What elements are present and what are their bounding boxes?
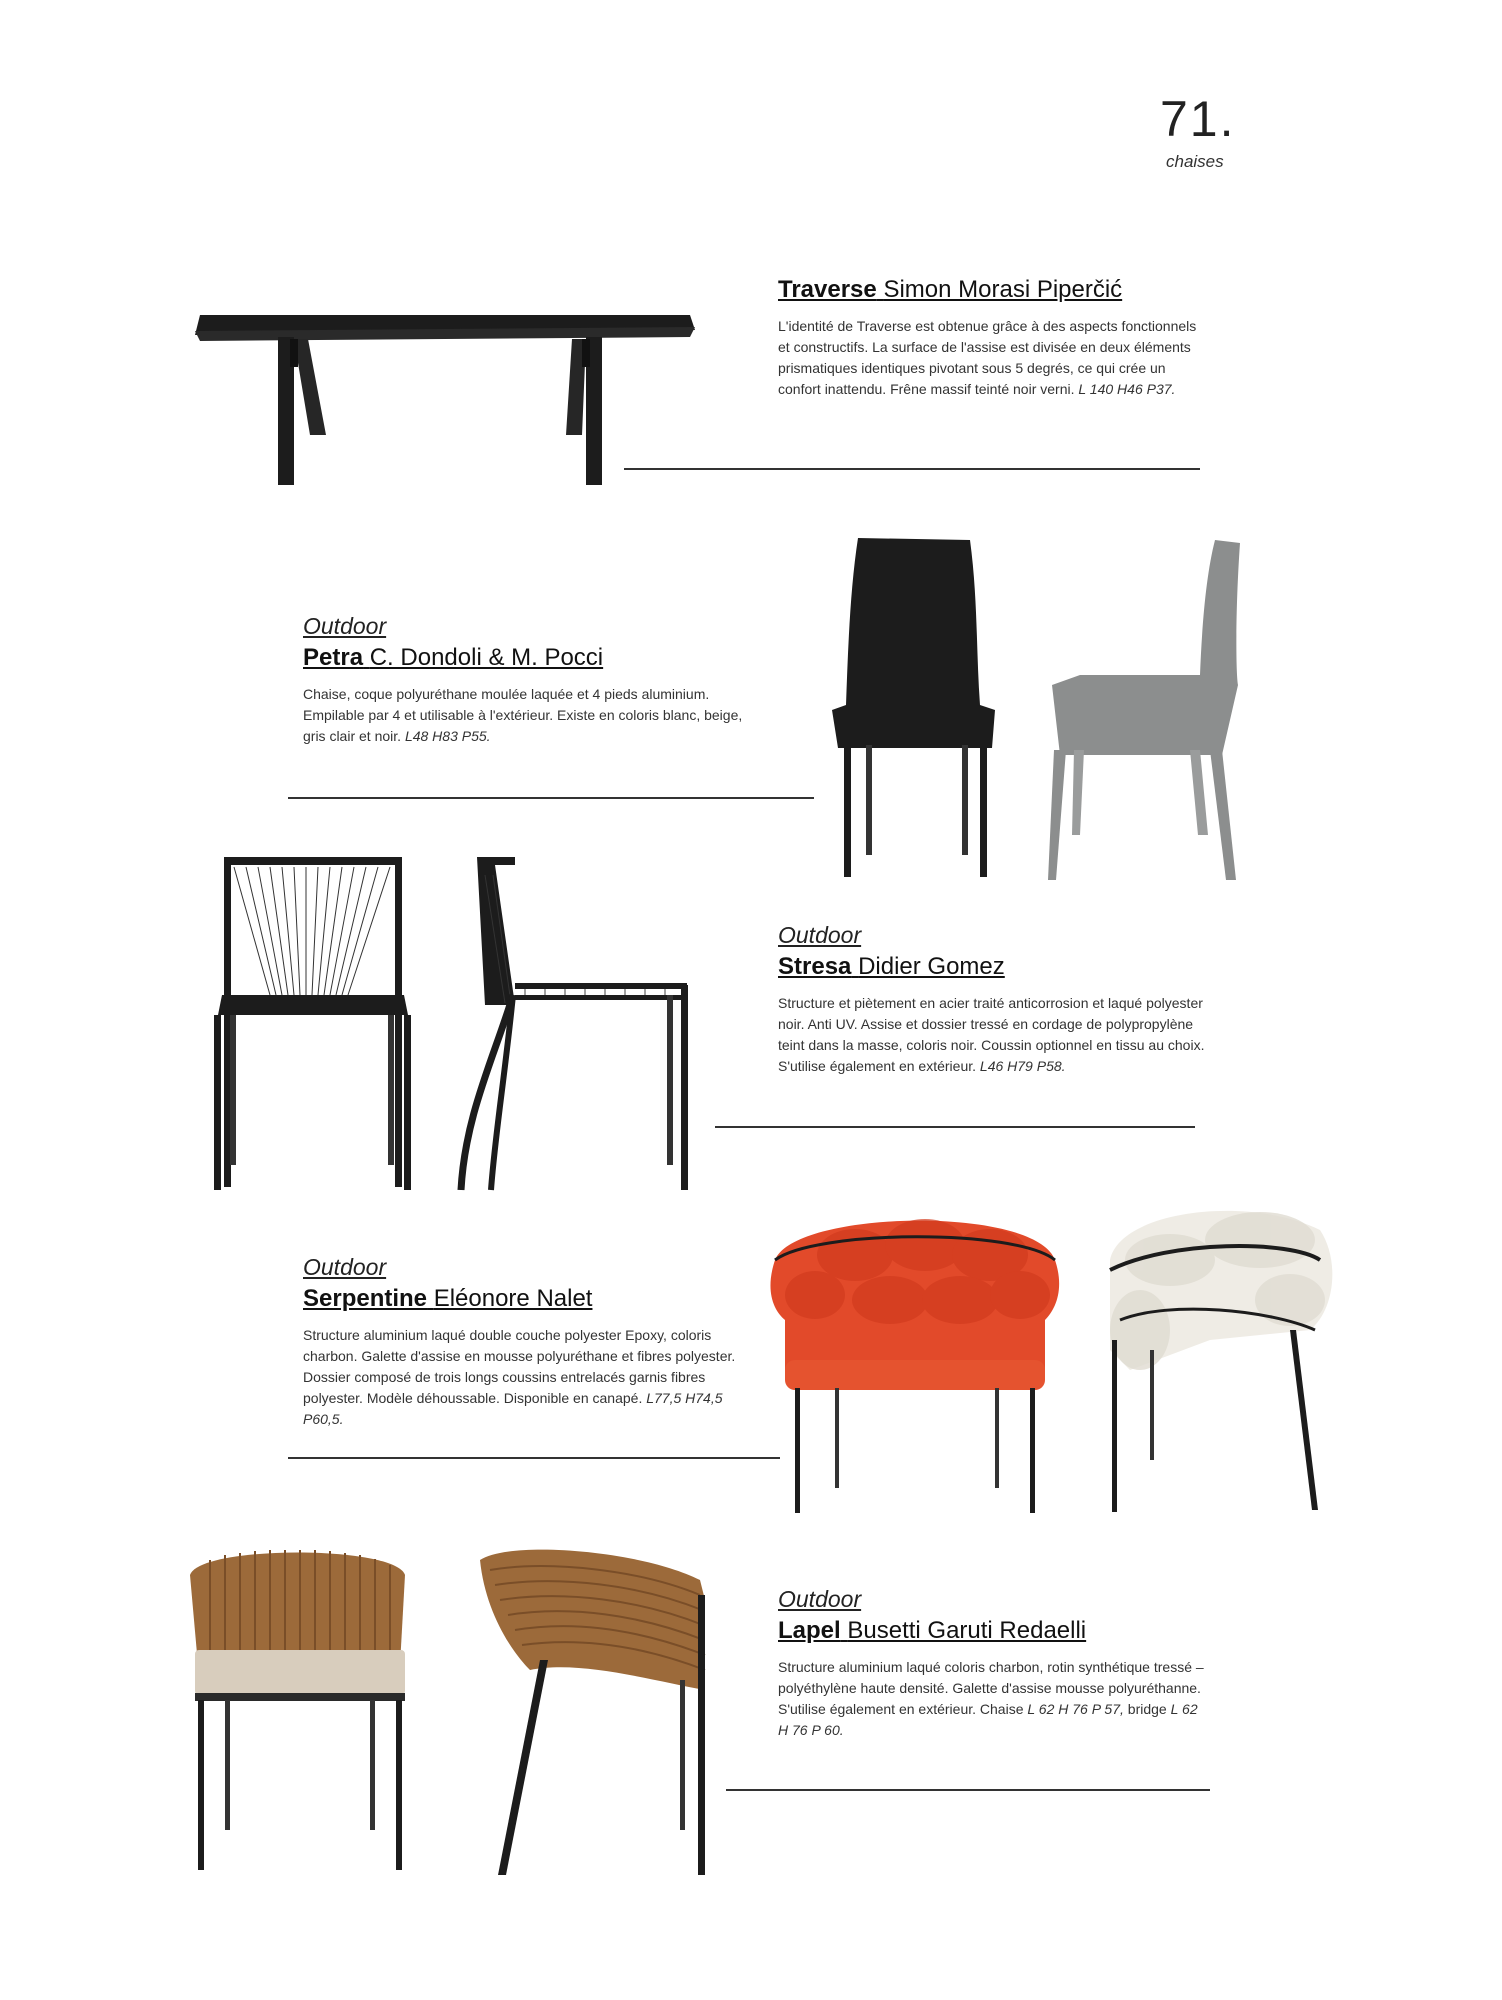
product-title <box>778 1615 1208 1647</box>
product-name: Petra <box>303 644 364 671</box>
serpentine-chair-white-image <box>1090 1200 1340 1520</box>
outdoor-tag: Outdoor <box>778 922 862 948</box>
description-text: Structure aluminium laqué coloris charbon, rotin synthétique tressé – polyéthylène haute densité. Galette d'assise mousse polyuréthanne. S'utilise également en extérieur. Chaise <box>778 1659 1204 1717</box>
product-name: Serpentine <box>303 1285 428 1312</box>
petra-chair-grey-image <box>1040 535 1280 885</box>
product-designer: Busetti Garuti Redaelli <box>847 1617 1087 1644</box>
product-designer: Didier Gomez <box>858 953 1005 980</box>
product-dimensions: L77,5 H74,5 P60,5. <box>303 1390 723 1427</box>
lapel-chair-side-image <box>470 1540 720 1880</box>
description-text: L'identité de Traverse est obtenue grâce à des aspects fonctionnels et constructifs. La surface de l'assise est divisée en deux éléments prismatiques identiques pivotant sous 5 degrés, ce qui crée un confort inattendu. Frêne massif teinté noir verni. <box>778 318 1197 397</box>
product-dimensions: L48 H83 P55. <box>404 728 491 744</box>
page-number: 71. <box>1160 91 1236 147</box>
product-title <box>778 274 1208 306</box>
product-title <box>303 642 743 674</box>
product-description <box>778 993 1208 1077</box>
product-dimensions: L46 H79 P58. <box>979 1058 1066 1074</box>
serpentine-chair-orange-image <box>755 1200 1075 1520</box>
product-designer: Eléonore Nalet <box>433 1285 593 1312</box>
product-name: Traverse <box>778 276 877 303</box>
divider-rule <box>715 1126 1195 1128</box>
divider-rule <box>624 468 1200 470</box>
divider-rule <box>288 1457 780 1459</box>
product-description <box>303 1325 743 1430</box>
description-text: Structure aluminium laqué double couche polyester Epoxy, coloris charbon. Galette d'assise en mousse polyuréthane et fibres polyester. Dossier composé de trois longs coussins entrelacés garnis fibres polyester. Modèle déhoussable. Disponible en canapé. <box>303 1327 736 1406</box>
product-dimensions-extra: L 62 H 76 P 60. <box>778 1701 1198 1738</box>
product-serpentine <box>303 1253 743 1430</box>
outdoor-tag: Outdoor <box>303 613 387 639</box>
description-text: Structure et piètement en acier traité anticorrosion et laqué polyester noir. Anti UV. Assise et dossier tressé en cordage de polypropylène teint dans la masse, coloris noir. Coussin optionnel en tissu au choix. S'utilise également en extérieur. <box>778 995 1205 1074</box>
product-designer: Simon Morasi Piperčić <box>883 276 1123 303</box>
description-extra-text: bridge <box>1127 1701 1167 1717</box>
lapel-chair-front-image <box>180 1545 420 1875</box>
product-lapel <box>778 1585 1208 1741</box>
product-dimensions: L 62 H 76 P 57, <box>1027 1701 1124 1717</box>
product-designer: C. Dondoli & M. Pocci <box>369 644 604 671</box>
product-name: Stresa <box>778 953 852 980</box>
product-title <box>303 1283 743 1315</box>
section-label: chaises <box>1166 152 1224 171</box>
product-description <box>303 684 743 747</box>
traverse-bench-image <box>190 295 710 495</box>
product-description <box>778 316 1208 400</box>
stresa-chair-front-image <box>210 855 410 1195</box>
product-traverse <box>778 274 1208 400</box>
product-name: Lapel <box>778 1617 841 1644</box>
outdoor-tag: Outdoor <box>303 1254 387 1280</box>
outdoor-tag: Outdoor <box>778 1586 862 1612</box>
divider-rule <box>288 797 814 799</box>
divider-rule <box>726 1789 1210 1791</box>
product-petra <box>303 612 743 747</box>
stresa-chair-side-image <box>455 855 705 1195</box>
description-text: Chaise, coque polyuréthane moulée laquée et 4 pieds aluminium. Empilable par 4 et utilisable à l'extérieur. Existe en coloris blanc, beige, gris clair et noir. <box>303 686 743 744</box>
petra-chair-black-image <box>820 530 1000 880</box>
product-title <box>778 951 1208 983</box>
product-stresa <box>778 921 1208 1077</box>
product-dimensions: L 140 H46 P37. <box>1078 381 1176 397</box>
product-description <box>778 1657 1208 1741</box>
